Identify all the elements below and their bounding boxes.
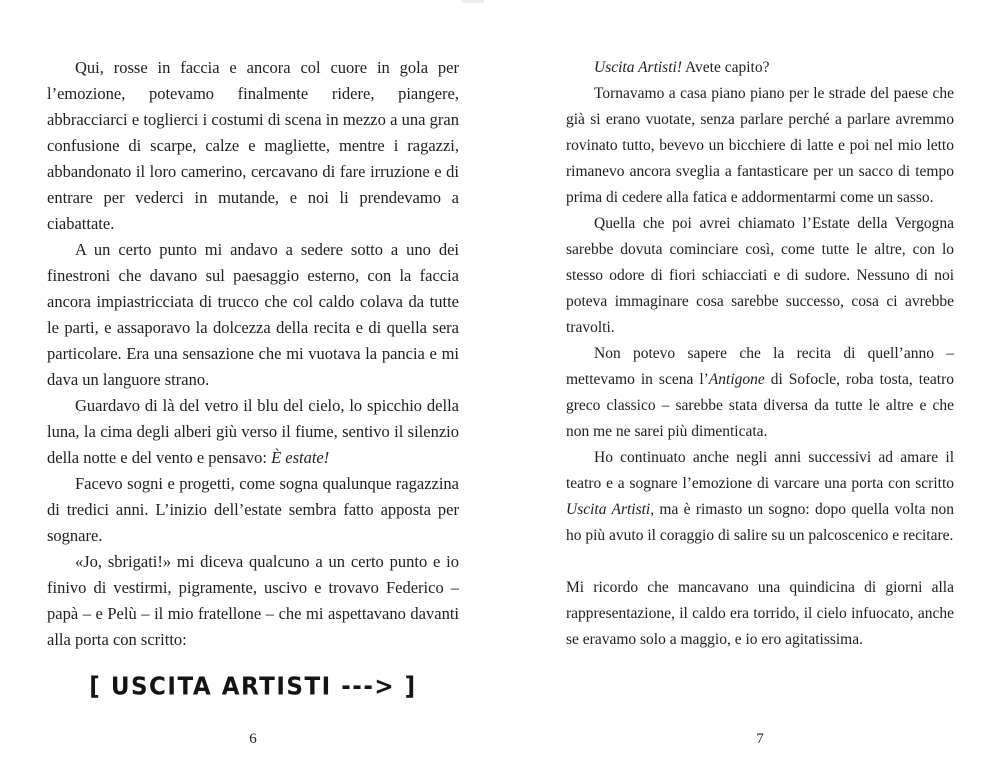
text-run: A un certo punto mi andavo a sedere sotto a uno dei finestroni che davano sul paesaggio esterno, con la faccia ancora impiastricciata di trucco che col caldo colava da tutte le parti, e assaporavo la dolcezza della recita e di quella sera particolare. Era una sensazione che mi vuotava la pancia e mi dava un languore strano. [47,240,459,389]
paragraph [566,211,954,341]
page-number-right: 7 [756,731,764,747]
italic-run: Uscita Artisti! [594,59,682,76]
paragraph [47,55,459,237]
text-run: Quella che poi avrei chiamato l’Estate della Vergogna sarebbe dovuta cominciare così, come tutte le altre, con lo stesso odore di fiori schiacciati e di sudore. Nessuno di noi poteva immaginare cosa sarebbe successo, cosa ci avrebbe travolti. [566,215,954,336]
paragraph [47,549,459,653]
stencil-sign-uscita-artisti: [ USCITA ARTISTI ---> ] [89,672,417,702]
text-run: Facevo sogni e progetti, come sogna qualunque ragazzina di tredici anni. L’inizio dell’estate sembra fatto apposta per sognare. [47,474,459,545]
paragraph [47,393,459,471]
italic-run: È estate! [271,448,330,467]
paragraph [47,237,459,393]
text-run: Mi ricordo che mancavano una quindicina di giorni alla rappresentazione, il caldo era torrido, il cielo infuocato, anche se eravamo solo a maggio, e io ero agitatissima. [566,579,954,648]
text-run: Non potevo sapere che la recita di quell’anno – mettevamo in scena l’ [566,345,954,388]
paragraph [566,575,954,653]
paragraph [566,81,954,211]
left-page-text [47,55,459,653]
text-run: Avete capito? [681,59,770,76]
paragraph [566,341,954,445]
text-run: Ho continuato anche negli anni successivi ad amare il teatro e a sognare l’emozione di varcare una porta con scritto [566,449,954,492]
italic-run: Uscita Artisti [566,501,651,518]
paragraph [47,471,459,549]
right-page-text [566,55,954,653]
text-run: Guardavo di là del vetro il blu del cielo, lo spicchio della luna, la cima degli alberi giù verso il fiume, sentivo il silenzio della notte e del vento e pensavo: [47,396,459,467]
page-number-left: 6 [249,731,257,747]
paragraph [566,55,954,81]
text-run: Qui, rosse in faccia e ancora col cuore in gola per l’emozione, potevamo finalmente ridere, piangere, abbracciarci e toglierci i costumi di scena in mezzo a una gran confusione di scarpe, calze e magliette, mentre i ragazzi, abbandonato il loro camerino, cercavano di fare irruzione e di entrare per vederci in mutande, e noi li prendevamo a ciabattate. [47,58,459,233]
text-run: di Sofocle, roba tosta, teatro greco classico – sarebbe stata diversa da tutte le altre e che non me ne sarei più dimenticata. [566,371,954,440]
text-run: «Jo, sbrigati!» mi diceva qualcuno a un certo punto e io finivo di vestirmi, pigramente, uscivo e trovavo Federico – papà – e Pelù – il mio fratellone – che mi aspettavano davanti alla porta con scritto: [47,552,459,649]
scan-gutter-mark [462,0,484,3]
italic-run: Antigone [708,371,765,388]
text-run: , ma è rimasto un sogno: dopo quella volta non ho più avuto il coraggio di salire su un palcoscenico e recitare. [566,501,955,544]
text-run: Tornavamo a casa piano piano per le strade del paese che già si erano vuotate, senza parlare perché a parlare avremmo rovinato tutto, bevevo un bicchiere di latte e poi nel mio letto rimanevo ancora sveglia a fantasticare per un sacco di tempo prima di cedere alla fatica e addormentarmi come un sasso. [566,85,954,206]
paragraph [566,445,954,549]
